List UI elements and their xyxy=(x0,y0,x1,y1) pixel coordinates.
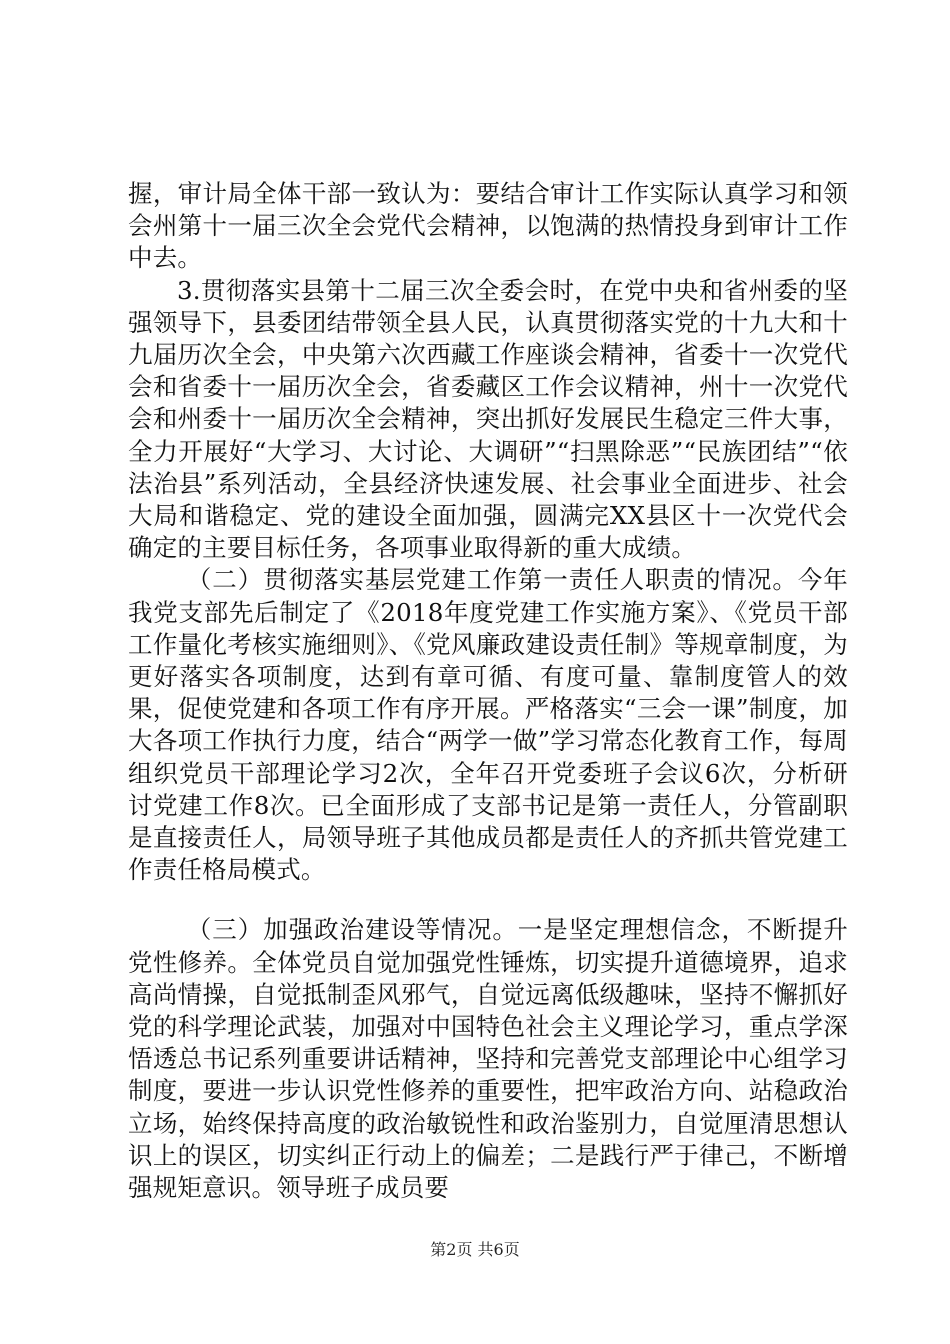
paragraph-spacer xyxy=(128,886,848,914)
paragraph-continuation: 握，审计局全体干部一致认为：要结合审计工作实际认真学习和领会州第十一届三次全会党代会精神，以饱满的热情投身到审计工作中去。 xyxy=(128,179,848,273)
paragraph-section-3: （三）加强政治建设等情况。一是坚定理想信念，不断提升党性修养。全体党员自觉加强党性锤炼，切实提升道德境界，追求高尚情操，自觉抵制歪风邪气，自觉远离低级趣味，坚持不懈抓好党的科学理论武装，加强对中国特色社会主义理论学习，重点学深悟透总书记系列重要讲话精神，坚持和完善党支部理论中心组学习制度，要进一步认识党性修养的重要性，把牢政治方向、站稳政治立场，始终保持高度的政治敏锐性和政治鉴别力，自觉厘清思想认识上的误区，切实纠正行动上的偏差；二是践行严于律己，不断增强规矩意识。领导班子成员要 xyxy=(128,915,848,1203)
paragraph-item-3: 3.贯彻落实县第十二届三次全委会时，在党中央和省州委的坚强领导下，县委团结带领全县人民，认真贯彻落实党的十九大和十九届历次全会，中央第六次西藏工作座谈会精神，省委十一次党代会和省委十一届历次全会，省委藏区工作会议精神，州十一次党代会和州委十一届历次全会精神，突出抓好发展民生稳定三件大事，全力开展好“大学习、大讨论、大调研”“扫黑除恶”“民族团结”“依法治县”系列活动，全县经济快速发展、社会事业全面进步、社会大局和谐稳定、党的建设全面加强，圆满完XX县区十一次党代会确定的主要目标任务，各项事业取得新的重大成绩。 xyxy=(128,275,848,563)
document-body xyxy=(128,178,848,1204)
page-number-footer: 第2页 共6页 xyxy=(430,1240,520,1259)
paragraph-section-2: （二）贯彻落实基层党建工作第一责任人职责的情况。今年我党支部先后制定了《2018年度党建工作实施方案》、《党员干部工作量化考核实施细则》、《党风廉政建设责任制》等规章制度，为更好落实各项制度，达到有章可循、有度可量、靠制度管人的效果，促使党建和各项工作有序开展。严格落实“三会一课”制度，加大各项工作执行力度，结合“两学一做”学习常态化教育工作，每周组织党员干部理论学习2次，全年召开党委班子会议6次，分析研讨党建工作8次。已全面形成了支部书记是第一责任人，分管副职是直接责任人，局领导班子其他成员都是责任人的齐抓共管党建工作责任格局模式。 xyxy=(128,565,848,885)
